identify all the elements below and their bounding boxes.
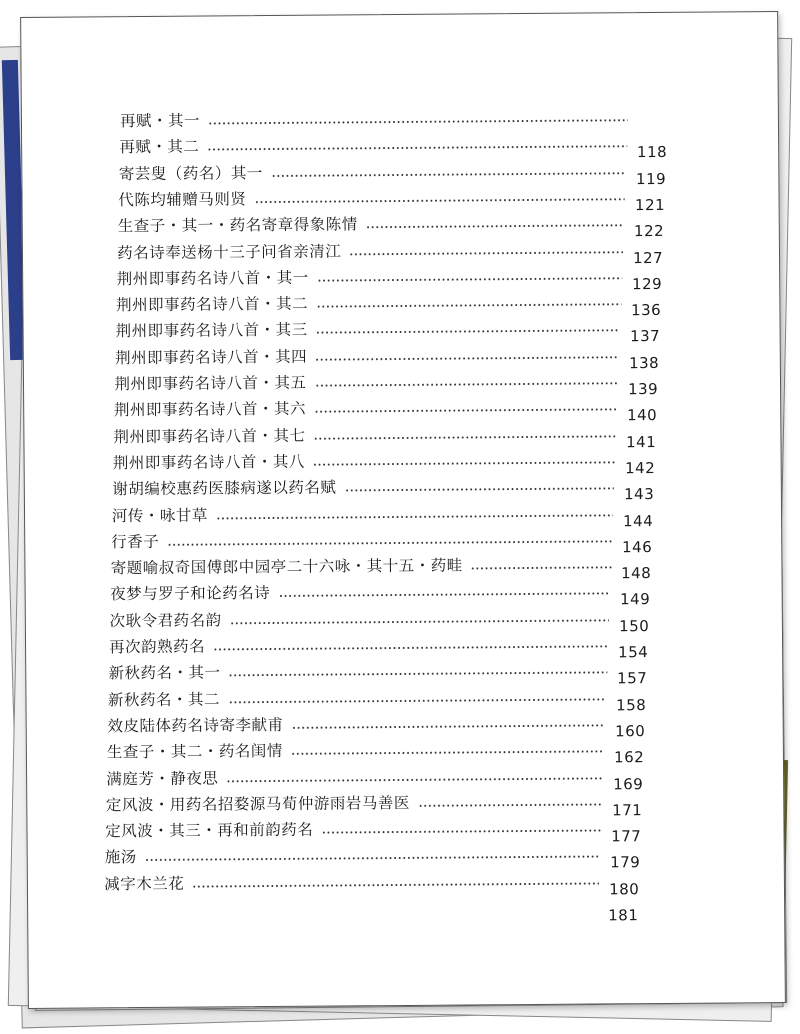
toc-entry xyxy=(105,815,651,846)
toc-entry-page-number: 169 xyxy=(613,774,644,793)
toc-entry xyxy=(116,289,671,320)
dot-leader xyxy=(230,619,609,624)
dot-leader xyxy=(344,488,614,492)
toc-entry-page-number: 141 xyxy=(625,432,657,451)
toc-entry xyxy=(106,736,654,767)
toc-entry-page-number: 143 xyxy=(624,485,655,504)
toc-entry-page-number: 180 xyxy=(609,879,640,899)
toc-entry-page-number: 118 xyxy=(636,143,668,162)
toc-entry-title: 满庭芳・静夜思 xyxy=(106,768,219,788)
toc-entry-title: 再次韵熟药名 xyxy=(108,637,206,657)
toc-entry-title: 施汤 xyxy=(104,848,137,867)
toc-entry-page-number: 144 xyxy=(623,511,654,530)
toc-entry xyxy=(117,236,673,267)
toc-entry-page-number: 142 xyxy=(624,458,656,478)
toc-entry-title: 新秋药名・其二 xyxy=(107,690,221,709)
toc-entry-page-number: 137 xyxy=(629,327,661,346)
toc-entry-page-number: 149 xyxy=(620,590,651,609)
toc-entry xyxy=(104,868,649,899)
toc-entry-title: 荆州即事药名诗八首・其七 xyxy=(113,426,306,446)
toc-entry-page-number: 146 xyxy=(622,537,653,557)
toc-entry-page-number: 127 xyxy=(632,248,664,267)
dot-leader xyxy=(317,277,622,281)
toc-entry-page-number: 136 xyxy=(630,301,662,320)
toc-entry xyxy=(110,552,662,583)
dot-leader xyxy=(226,777,603,782)
toc-entry xyxy=(113,421,666,449)
toc-entry-page-number: 119 xyxy=(635,169,667,188)
toc-entry xyxy=(108,657,657,688)
toc-entry xyxy=(118,184,675,215)
dot-leader xyxy=(192,882,599,887)
toc-entry-title: 寄题喻叔奇国傅郎中园亭二十六咏・其十五・药畦 xyxy=(110,556,463,578)
toc-entry xyxy=(112,447,665,478)
toc-entry xyxy=(117,263,672,291)
toc-entry-page-number: 129 xyxy=(631,274,663,293)
toc-entry-page-number: 179 xyxy=(610,853,641,872)
dot-leader xyxy=(271,172,626,177)
toc-entry xyxy=(115,315,670,346)
toc-entry-page-number: 158 xyxy=(616,695,647,714)
toc-entry xyxy=(115,342,669,370)
toc-entry-title: 生查子・其二・药名闺情 xyxy=(106,742,283,762)
toc-entry xyxy=(118,157,676,188)
toc-entry-page-number: 139 xyxy=(627,379,659,399)
dot-leader xyxy=(366,224,624,228)
dot-leader xyxy=(418,803,602,806)
toc-entry xyxy=(107,710,655,741)
toc-entry-title: 谢胡编校惠药医膝病遂以药名赋 xyxy=(112,478,337,499)
toc-entry xyxy=(110,578,660,609)
dot-leader xyxy=(313,461,615,465)
toc-entry-title: 定风波・用药名招婺源马荀仲游雨岩马善医 xyxy=(105,793,410,815)
dot-leader xyxy=(216,514,613,519)
toc-entry-title: 荆州即事药名诗八首・其六 xyxy=(113,400,307,420)
dot-leader xyxy=(315,356,619,360)
toc-entry-title: 寄芸叟（药名）其一 xyxy=(118,163,263,183)
toc-entry xyxy=(108,631,658,662)
toc-entry-title: 荆州即事药名诗八首・其一 xyxy=(116,268,309,289)
toc-entry-page-number: 138 xyxy=(628,353,660,372)
toc-entry-title: 生查子・其一・药名寄章得象陈情 xyxy=(117,215,358,236)
toc-entry-page-number: 160 xyxy=(615,721,646,741)
toc-entry-title: 减字木兰花 xyxy=(104,874,185,894)
dot-leader xyxy=(167,540,612,545)
table-of-contents xyxy=(21,12,785,1008)
toc-entry-title: 新秋药名・其一 xyxy=(108,663,221,683)
toc-entry xyxy=(105,789,652,820)
toc-entry xyxy=(112,473,664,504)
toc-entry xyxy=(119,131,677,162)
toc-entry-page-number: 181 xyxy=(608,906,639,925)
toc-entry-title: 效皮陆体药名诗寄李献甫 xyxy=(107,715,284,736)
dot-leader xyxy=(145,856,600,862)
toc-entry-page-number: 157 xyxy=(617,669,648,688)
toc-entry-page-number: 177 xyxy=(611,827,642,846)
toc-entry-page-number: 162 xyxy=(614,748,645,767)
toc-page xyxy=(20,11,786,1009)
toc-entry-title: 再赋・其一 xyxy=(119,111,201,131)
toc-entry-title: 荆州即事药名诗八首・其四 xyxy=(114,347,308,367)
toc-entry xyxy=(108,684,656,712)
dot-leader xyxy=(213,645,608,650)
toc-entry xyxy=(104,894,649,925)
toc-entry-title: 代陈均辅赠马则贤 xyxy=(118,190,247,210)
toc-entry-page-number: 121 xyxy=(634,195,666,215)
toc-entry-title: 河传・咏甘草 xyxy=(111,506,208,525)
dot-leader xyxy=(316,303,621,307)
dot-leader xyxy=(228,698,606,703)
dot-leader xyxy=(315,382,619,386)
toc-entry-page-number: 122 xyxy=(633,222,665,241)
toc-entry-title: 夜梦与罗子和论药名诗 xyxy=(110,584,271,604)
toc-entry xyxy=(120,105,678,133)
dot-leader xyxy=(471,566,611,569)
toc-entry-title: 行香子 xyxy=(111,532,160,552)
dot-leader xyxy=(207,146,627,151)
toc-entry-title: 荆州即事药名诗八首・其五 xyxy=(114,373,307,394)
toc-entry-page-number: 150 xyxy=(619,616,650,635)
toc-entry xyxy=(117,210,674,241)
toc-entry-page-number: 148 xyxy=(621,564,652,583)
dot-leader xyxy=(314,409,617,413)
dot-leader xyxy=(208,119,628,124)
toc-entry-title: 荆州即事药名诗八首・其三 xyxy=(115,321,308,341)
toc-entry xyxy=(113,394,667,425)
toc-entry-title: 荆州即事药名诗八首・其二 xyxy=(116,294,309,315)
toc-entry-title: 次耿令君药名韵 xyxy=(109,611,222,630)
dot-leader xyxy=(291,751,604,755)
toc-entry-title: 再赋・其二 xyxy=(119,137,200,157)
toc-entry xyxy=(110,605,660,633)
toc-entry-title: 荆州即事药名诗八首・其八 xyxy=(112,452,305,473)
toc-entry xyxy=(114,368,668,399)
dot-leader xyxy=(349,251,623,255)
toc-entry-page-number: 154 xyxy=(618,643,649,662)
toc-entry xyxy=(111,499,663,530)
toc-entry xyxy=(104,841,651,872)
dot-leader xyxy=(254,198,625,203)
toc-entry xyxy=(111,526,662,557)
dot-leader xyxy=(229,672,608,677)
dot-leader xyxy=(313,435,616,439)
toc-entry xyxy=(106,763,653,791)
dot-leader xyxy=(321,830,601,834)
toc-entry-title: 定风波・其三・再和前韵药名 xyxy=(105,820,314,841)
toc-entry-page-number: 140 xyxy=(626,406,658,425)
toc-entry-page-number: 171 xyxy=(612,800,643,820)
dot-leader xyxy=(316,330,620,334)
toc-entry-title: 药名诗奉送杨十三子问省亲清江 xyxy=(117,241,342,262)
dot-leader xyxy=(278,593,610,598)
dot-leader xyxy=(291,724,605,728)
